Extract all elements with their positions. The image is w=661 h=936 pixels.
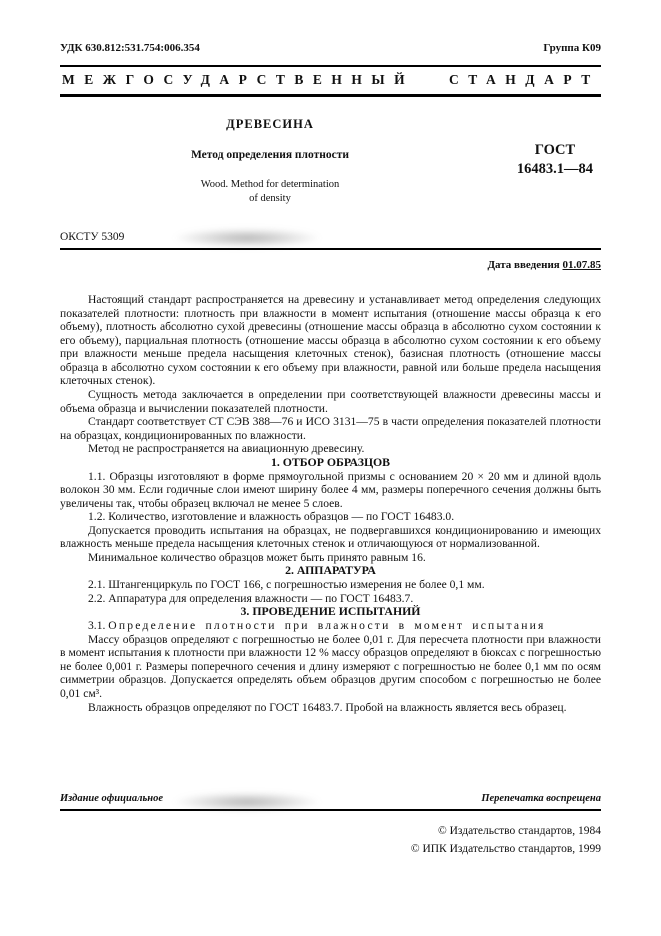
- paragraph: 1.2. Количество, изготовление и влажность образцов — по ГОСТ 16483.0.: [88, 510, 455, 524]
- group-code: Группа К09: [543, 42, 601, 54]
- reprint-notice-label: Перепечатка воспрещена: [481, 793, 601, 804]
- paragraph: 2.2. Аппаратура для определения влажности — по ГОСТ 16483.7.: [88, 591, 414, 605]
- section-title-1: 1. ОТБОР ОБРАЗЦОВ: [270, 454, 391, 469]
- paragraph: Влажность образцов определяют по ГОСТ 16483.7. Пробой на влажность является весь образец.: [88, 700, 567, 714]
- copyright-line: © Издательство стандартов, 1984: [437, 825, 601, 837]
- subject-title: ДРЕВЕСИНА: [226, 117, 314, 131]
- paragraph: Массу образцов определяют с погрешностью не более 0,01 г. Для пересчета плотности при влажности в момент испытания к плотности при влажности 12 % массу образцов определяют в бюксах с погрешностью не более 0,001 г. Размеры поперечного сечения и длину измеряют с погрешностью не более 0,1 мм по осям симметрии образцов. Допускается определять объем образцов другим способом с погрешностью не более 0,01 см³.: [60, 632, 601, 701]
- paragraph: Настоящий стандарт распространяется на древесину и устанавливает метод определения следующих показателей плотности: плотность при влажности в момент испытания (отношение массы образца к его объему), плотность абсолютно сухой древесины (отношение массы образца в абсолютно сухом состоянии к его объему), парциальная плотность (отношение массы образца в абсолютно сухом состоянии к его объему при влажности меньше предела насыщения клеточных стенок), базисная плотность (отношение массы образца в абсолютно сухом состоянии к его объему при влажности, равной или больше предела насыщения клеточных стенок).: [60, 293, 601, 388]
- classification-row: [60, 42, 601, 54]
- title-column: [60, 117, 480, 205]
- title-block: [60, 97, 601, 223]
- clause-3-1-heading: [60, 619, 601, 633]
- paragraph: Стандарт соответствует СТ СЭВ 388—76 и ИСО 3131—75 в части определения показателей плотности на образцах, кондиционированных по влажности.: [60, 415, 601, 442]
- page-footer: [60, 793, 601, 859]
- introduction-date: [60, 259, 601, 271]
- section-title-2: 2. АППАРАТУРА: [285, 563, 376, 578]
- document-body: [60, 293, 601, 714]
- official-edition-label: Издание официальное: [60, 793, 164, 804]
- clause-number: 3.1.: [88, 619, 106, 633]
- gost-designation-line1: ГОСТ: [534, 142, 576, 158]
- divider: [60, 809, 601, 811]
- paragraph: Допускается проводить испытания на образцах, не подвергавшихся кондиционированию и имеющих влажность меньше предела насыщения клеточных стенок и отличающуюся от нормализованной.: [60, 523, 601, 551]
- paragraph: 2.1. Штангенциркуль по ГОСТ 166, с погрешностью измерения не более 0,1 мм.: [88, 578, 485, 592]
- english-title-line1: Wood. Method for determination: [200, 179, 340, 190]
- udk-number: УДК 630.812:531.754:006.354: [60, 42, 200, 54]
- paragraph: Минимальное количество образцов может быть принято равным 16.: [88, 550, 426, 564]
- paragraph: 1.1. Образцы изготовляют в форме прямоугольной призмы с основанием 20 × 20 мм и длиной вдоль волокон 30 мм. Если годичные слои имеют ширину более 4 мм, размеры поперечного сечения должны быть увеличены так, чтобы образец включал не менее 5 слоев.: [60, 469, 601, 510]
- copyright-block: [60, 823, 601, 859]
- english-title-line2: of density: [249, 192, 291, 204]
- clause-title: Определение плотности при влажности в момент испытания: [108, 619, 546, 633]
- standard-type-header: МЕЖГОСУДАРСТВЕННЫЙ СТАНДАРТ: [62, 72, 600, 87]
- paragraph: Метод не распространяется на авиационную древесину.: [88, 442, 365, 456]
- divider: [60, 248, 601, 250]
- section-title-3: 3. ПРОВЕДЕНИЕ ИСПЫТАНИЙ: [240, 604, 421, 619]
- introduction-date-label: Дата введения: [487, 259, 560, 271]
- gost-designation-line2: 16483.1—84: [516, 160, 593, 177]
- paragraph: Сущность метода заключается в определении при соответствующей влажности древесины массы и объема образца и вычислении показателей плотности.: [60, 387, 601, 415]
- footer-notice-row: [60, 793, 601, 804]
- introduction-date-value: 01.07.85: [562, 259, 601, 271]
- okstu-code: ОКСТУ 5309: [60, 231, 125, 243]
- gost-designation: [517, 141, 593, 179]
- copyright-line: © ИПК Издательство стандартов, 1999: [410, 842, 601, 855]
- method-title: Метод определения плотности: [190, 149, 350, 161]
- english-title: [60, 178, 480, 205]
